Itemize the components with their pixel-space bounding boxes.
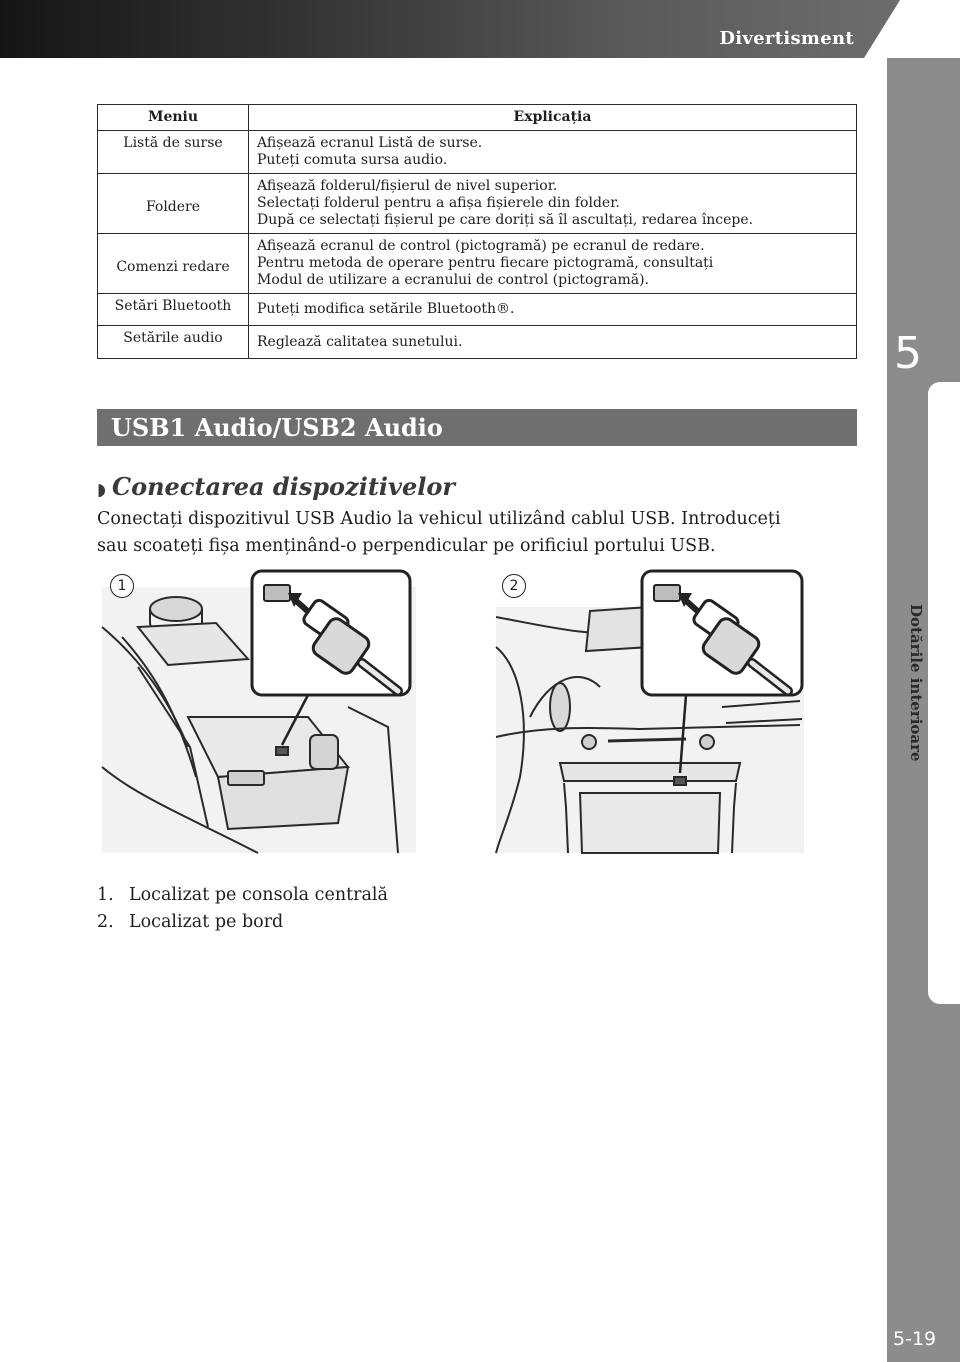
table-row <box>98 234 857 294</box>
table-header-row <box>98 105 857 131</box>
table-cell-explanation <box>249 131 857 174</box>
explanation-line: Puteți modifica setările Bluetooth®. <box>257 301 515 317</box>
dashboard-usb-illustration <box>490 567 810 855</box>
section-title: Divertisment <box>719 28 854 49</box>
table-header: Meniu <box>98 105 249 131</box>
paragraph-line: sau scoateți fișa menținând-o perpendicular pe orificiul portului USB. <box>97 536 716 556</box>
table-cell-explanation <box>249 234 857 294</box>
table-cell-explanation <box>249 294 857 326</box>
list-item-text: Localizat pe bord <box>129 912 284 932</box>
menu-table <box>97 104 857 359</box>
list-item-number: 2. <box>97 912 114 932</box>
table-cell-menu: Setările audio <box>98 326 249 359</box>
chapter-label: Dotările interioare <box>907 604 925 762</box>
explanation-line: După ce selectați fișierul pe care doriți să îl ascultați, redarea începe. <box>257 212 754 228</box>
table-row <box>98 326 857 359</box>
page-number: 5-19 <box>893 1328 937 1350</box>
table-cell-menu: Listă de surse <box>98 131 249 174</box>
location-list <box>97 882 388 936</box>
chapter-number: 5 <box>894 328 922 379</box>
list-item <box>97 882 388 909</box>
explanation-line: Reglează calitatea sunetului. <box>257 334 463 350</box>
paragraph-line: Conectați dispozitivul USB Audio la vehicul utilizând cablul USB. Introduceți <box>97 509 781 529</box>
explanation-line: Modul de utilizare a ecranului de control (pictogramă). <box>257 272 649 288</box>
table-header: Explicația <box>249 105 857 131</box>
explanation-line: Afișează ecranul Listă de surse. <box>257 135 483 151</box>
table-cell-explanation <box>249 174 857 234</box>
figure-label-1: 1 <box>110 574 134 598</box>
table-cell-explanation <box>249 326 857 359</box>
table-cell-menu: Foldere <box>98 174 249 234</box>
explanation-line: Afișează ecranul de control (pictogramă) pe ecranul de redare. <box>257 238 705 254</box>
list-item <box>97 909 388 936</box>
explanation-line: Afișează folderul/fișierul de nivel superior. <box>257 178 558 194</box>
section-heading: USB1 Audio/USB2 Audio <box>111 413 443 442</box>
list-item-text: Localizat pe consola centrală <box>129 885 388 905</box>
explanation-line: Pentru metoda de operare pentru fiecare pictogramă, consultați <box>257 255 714 271</box>
explanation-line: Selectați folderul pentru a afișa fișierele din folder. <box>257 195 620 211</box>
subheading-text: Conectarea dispozitivelor <box>111 472 455 501</box>
table-row <box>98 174 857 234</box>
list-item-number: 1. <box>97 885 114 905</box>
table-cell-menu: Comenzi redare <box>98 234 249 294</box>
figure-label-2: 2 <box>502 574 526 598</box>
table-row <box>98 294 857 326</box>
instruction-paragraph <box>97 506 837 560</box>
explanation-line: Puteți comuta sursa audio. <box>257 152 448 168</box>
section-banner <box>97 409 857 446</box>
console-usb-illustration <box>98 567 418 855</box>
table-cell-menu: Setări Bluetooth <box>98 294 249 326</box>
subheading <box>97 472 455 501</box>
table-row <box>98 131 857 174</box>
chapter-tab <box>928 382 960 1004</box>
subheading-marker: ◗ <box>97 480 106 500</box>
